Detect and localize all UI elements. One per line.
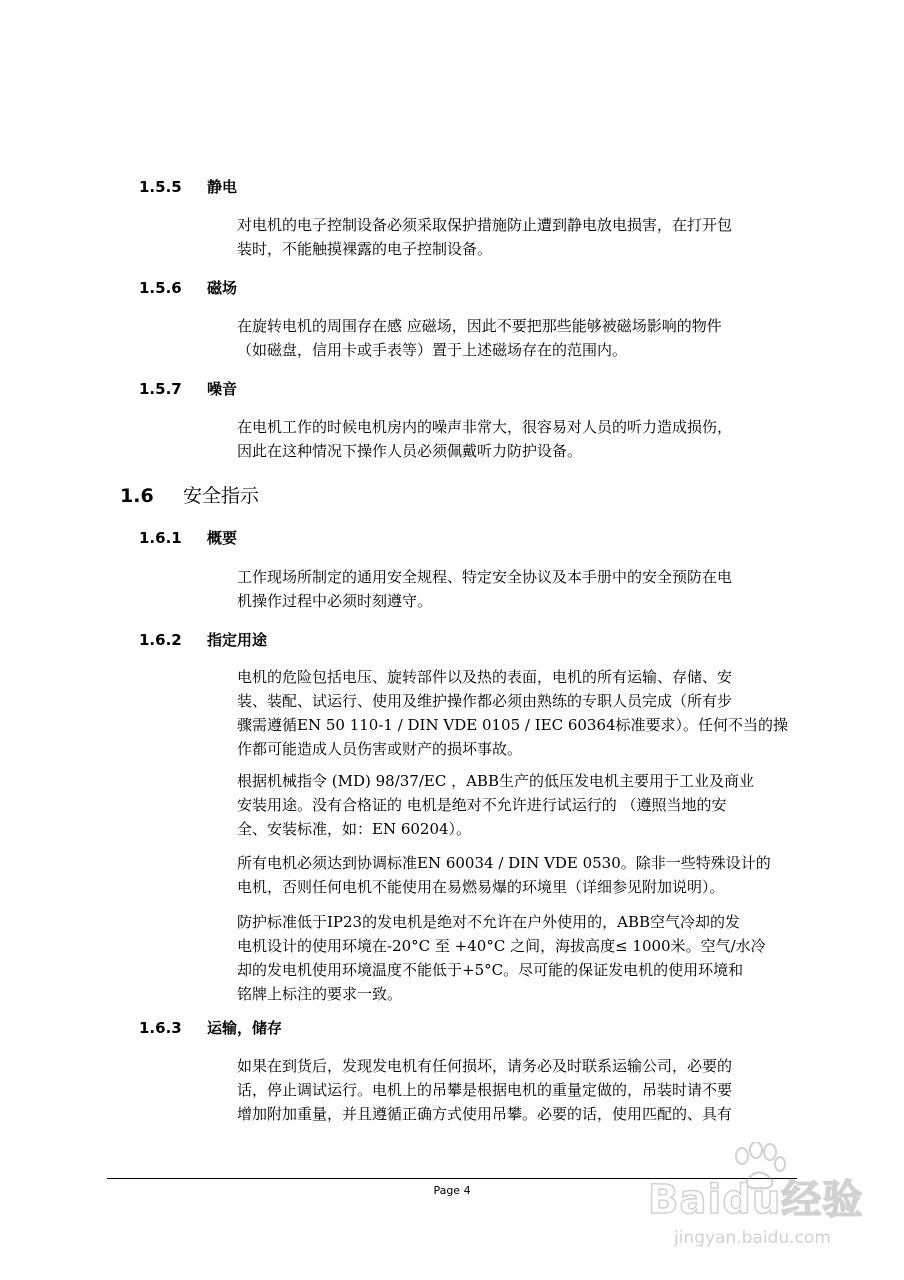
text-line: 电机的危险包括电压、旋转部件以及热的表面，电机的所有运输、存储、安 bbox=[237, 668, 733, 686]
heading-1-6-2 bbox=[139, 629, 267, 650]
text-line: 增加附加重量，并且遵循正确方式使用吊攀。必要的话，使用匹配的、具有 bbox=[237, 1105, 733, 1123]
paragraph-magnetic-field bbox=[237, 314, 812, 362]
text-line: 所有电机必须达到协调标准EN 60034 / DIN VDE 0530。除非一些特殊设计的 bbox=[237, 854, 771, 872]
text-line: 装、装配、试运行、使用及维护操作都必须由熟练的专职人员完成（所有步 bbox=[237, 692, 733, 710]
heading-1-6 bbox=[120, 481, 259, 508]
section-title: 磁场 bbox=[207, 279, 238, 297]
baidu-watermark bbox=[640, 1142, 880, 1270]
section-number: 1.6.1 bbox=[139, 529, 182, 547]
watermark-url: jingyan.baidu.com bbox=[674, 1228, 831, 1248]
heading-1-5-7 bbox=[139, 378, 237, 399]
text-line: （如磁盘，信用卡或手表等）置于上述磁场存在的范围内。 bbox=[237, 341, 628, 359]
text-line: 在旋转电机的周围存在感 应磁场，因此不要把那些能够被磁场影响的物件 bbox=[237, 317, 722, 335]
text-line: 在电机工作的时候电机房内的噪声非常大，很容易对人员的听力造成损伤， bbox=[237, 418, 733, 436]
heading-1-5-5 bbox=[139, 176, 237, 197]
section-title: 安全指示 bbox=[183, 485, 260, 507]
paragraph-standards bbox=[237, 851, 812, 899]
section-number: 1.5.7 bbox=[139, 380, 182, 398]
heading-1-6-1 bbox=[139, 527, 237, 548]
text-line: 安装用途。没有合格证的 电机是绝对不允许进行试运行的 （遵照当地的安 bbox=[237, 796, 727, 814]
text-line: 根据机械指令 (MD) 98/37/EC ，ABB生产的低压发电机主要用于工业及商业 bbox=[237, 772, 754, 790]
paragraph-static-electricity bbox=[237, 213, 812, 261]
section-number: 1.5.5 bbox=[139, 178, 182, 196]
text-line: 话，停止调试运行。电机上的吊攀是根据电机的重量定做的，吊装时请不要 bbox=[237, 1081, 733, 1099]
section-number: 1.5.6 bbox=[139, 279, 182, 297]
text-line: 装时，不能触摸裸露的电子控制设备。 bbox=[237, 240, 493, 258]
section-number: 1.6.2 bbox=[139, 631, 182, 649]
paragraph-environment bbox=[237, 910, 812, 1006]
watermark-logo: Baidu经验 bbox=[648, 1177, 864, 1223]
paragraph-overview bbox=[237, 565, 812, 613]
paragraph-machinery-directive bbox=[237, 769, 812, 841]
section-title: 运输，储存 bbox=[207, 1019, 283, 1037]
text-line: 却的发电机使用环境温度不能低于+5°C。尽可能的保证发电机的使用环境和 bbox=[237, 961, 744, 979]
section-title: 概要 bbox=[207, 529, 238, 547]
section-title: 指定用途 bbox=[207, 631, 268, 649]
paragraph-noise bbox=[237, 415, 812, 463]
paragraph-transport bbox=[237, 1054, 812, 1126]
section-number: 1.6.3 bbox=[139, 1019, 182, 1037]
text-line: 电机设计的使用环境在-20°C 至 +40°C 之间，海拔高度≤ 1000米。空气/水冷 bbox=[237, 937, 766, 955]
text-line: 如果在到货后，发现发电机有任何损坏，请务必及时联系运输公司，必要的 bbox=[237, 1057, 733, 1075]
heading-1-5-6 bbox=[139, 277, 237, 298]
text-line: 工作现场所制定的通用安全规程、特定安全协议及本手册中的安全预防在电 bbox=[237, 568, 733, 586]
paragraph-hazards bbox=[237, 665, 812, 761]
text-line: 骤需遵循EN 50 110-1 / DIN VDE 0105 / IEC 60364标准要求）。任何不当的操 bbox=[237, 716, 789, 734]
section-number: 1.6 bbox=[120, 485, 154, 507]
section-title: 噪音 bbox=[207, 380, 238, 398]
section-title: 静电 bbox=[207, 178, 238, 196]
text-line: 防护标准低于IP23的发电机是绝对不允许在户外使用的，ABB空气冷却的发 bbox=[237, 913, 740, 931]
page-number: Page 4 bbox=[433, 1184, 471, 1197]
text-line: 电机，否则任何电机不能使用在易燃易爆的环境里（详细参见附加说明）。 bbox=[237, 878, 725, 896]
text-line: 机操作过程中必须时刻遵守。 bbox=[237, 592, 433, 610]
text-line: 铭牌上标注的要求一致。 bbox=[237, 985, 403, 1003]
text-line: 作都可能造成人员伤害或财产的损坏事故。 bbox=[237, 740, 523, 758]
text-line: 对电机的电子控制设备必须采取保护措施防止遭到静电放电损害，在打开包 bbox=[237, 216, 733, 234]
text-line: 因此在这种情况下操作人员必须佩戴听力防护设备。 bbox=[237, 442, 583, 460]
text-line: 全、安装标准，如：EN 60204）。 bbox=[237, 820, 472, 838]
heading-1-6-3 bbox=[139, 1017, 282, 1038]
